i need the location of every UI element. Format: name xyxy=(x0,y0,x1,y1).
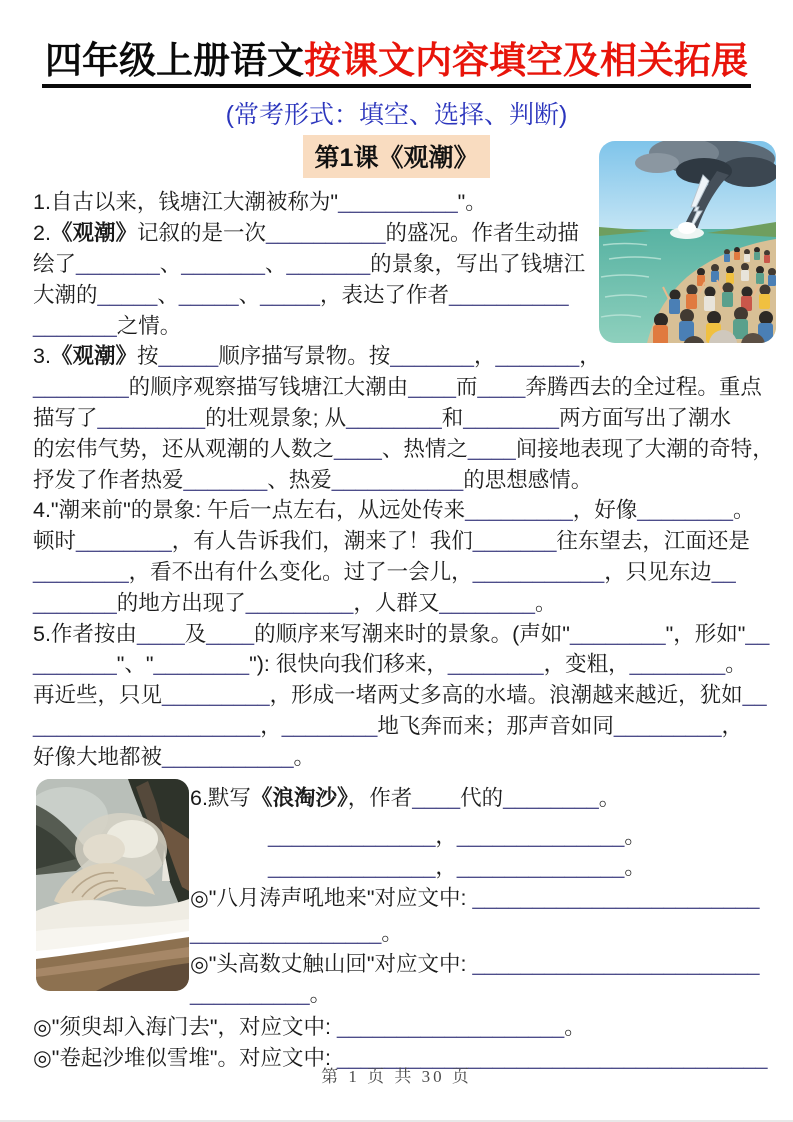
text-run: ， xyxy=(435,824,457,849)
storm-tide-graphic xyxy=(599,141,776,343)
fill-in-blank: _____ xyxy=(158,344,219,369)
fill-in-blank: ___________ xyxy=(331,467,464,492)
fill-in-blank: ________ xyxy=(447,652,544,677)
fill-in-blank: _________ xyxy=(465,498,573,523)
fill-in-blank: ________ xyxy=(346,406,442,431)
text-run: 奔腾西去的全过程。重点 xyxy=(525,375,762,400)
worksheet-line xyxy=(33,341,793,372)
fill-in-blank: ________________ xyxy=(190,920,382,945)
text-run: ，人群又 xyxy=(353,590,440,615)
text-run: 两方面写出了潮水 xyxy=(558,406,731,431)
fill-in-blank: ________ xyxy=(33,560,129,584)
worksheet-line xyxy=(33,680,793,711)
text-run: 。 xyxy=(598,785,621,810)
text-run: "。 xyxy=(457,190,487,215)
lesson-heading: 第1课《观潮》 xyxy=(303,135,491,178)
fill-in-blank: _______ xyxy=(33,590,117,615)
fill-in-blank: ___________________ xyxy=(336,1015,565,1040)
title-grade-part: 四年级上册语文 xyxy=(45,40,304,81)
fill-in-blank: ___________ xyxy=(472,560,605,584)
worksheet-line xyxy=(33,526,793,557)
text-run: 。 xyxy=(725,652,747,677)
text-run: ， xyxy=(473,344,496,369)
fill-in-blank: ______________ xyxy=(268,855,436,880)
text-run: 和 xyxy=(441,406,464,431)
worksheet-line xyxy=(33,588,793,619)
fill-in-blank: __________ xyxy=(265,221,386,246)
fill-in-blank: ________ xyxy=(33,375,129,400)
fill-in-blank: _______ xyxy=(286,252,371,277)
text-run: 。 xyxy=(293,744,316,769)
text-run: 、 xyxy=(157,282,179,307)
text-run: 。 xyxy=(381,920,403,945)
fill-in-blank: __ xyxy=(711,560,736,584)
fill-in-blank: _______ xyxy=(390,344,474,369)
fill-in-blank: ___________________ xyxy=(33,713,261,738)
book-title-text: 《观潮》 xyxy=(50,221,137,246)
text-run: ， xyxy=(260,713,282,738)
worksheet-line xyxy=(33,711,793,742)
text-run: 。 xyxy=(624,855,646,880)
fill-in-blank: ____ xyxy=(408,375,457,400)
fill-in-blank: _______ xyxy=(76,252,160,277)
text-run: ，看不出有什么变化。过了一会儿， xyxy=(128,560,473,584)
text-run: 代的 xyxy=(460,785,504,810)
worksheet-line xyxy=(190,918,793,949)
fill-in-blank: _____ xyxy=(260,282,320,307)
fill-in-blank: _________ xyxy=(162,683,270,708)
tide-watching-crowd-illustration xyxy=(599,141,776,343)
fill-in-blank: _____ xyxy=(178,282,239,307)
text-run: 的景象，写出了钱塘江 xyxy=(370,252,586,277)
text-run: 。 xyxy=(309,982,332,1007)
text-run: 及 xyxy=(184,621,207,646)
worksheet-line xyxy=(33,465,793,496)
text-run: 描写了 xyxy=(33,406,98,431)
fill-in-blank: ______________ xyxy=(456,855,625,880)
fill-in-blank: ______________ xyxy=(268,824,436,849)
fill-in-blank: __ xyxy=(745,621,770,646)
text-run: 大潮的 xyxy=(33,282,98,307)
text-run: 再近些，只见 xyxy=(33,683,163,708)
fill-in-blank: _________ xyxy=(97,406,206,431)
fill-in-blank: ____ xyxy=(467,436,516,461)
fill-in-blank: ________ xyxy=(153,652,250,677)
book-title-text: 《浪淘沙》 xyxy=(250,785,348,810)
text-run: ，形成一堵两丈多高的水墙。浪潮越来越近，犹如 xyxy=(269,683,743,708)
worksheet-line xyxy=(33,434,793,465)
title-topic-part: 按课文内容填空及相关拓展 xyxy=(304,40,748,81)
text-run: 4."潮来前"的景象: 午后一点左右，从远处传来 xyxy=(33,498,466,523)
fill-in-blank: _______ xyxy=(181,252,265,277)
text-run: 的宏伟气势，还从观潮的人数之 xyxy=(33,436,335,461)
fill-in-blank: __ xyxy=(742,683,767,708)
fill-in-blank: ___________ xyxy=(162,744,294,769)
text-run: "、" xyxy=(116,652,154,677)
text-run: 间接地表现了大潮的奇特， xyxy=(515,436,774,461)
fill-in-blank: ________ xyxy=(439,590,536,615)
fill-in-blank: _______ xyxy=(183,467,268,492)
text-run: 的地方出现了 xyxy=(116,590,246,615)
fill-in-blank: ____ xyxy=(412,785,461,810)
text-run: 而 xyxy=(456,375,478,400)
text-run: 的顺序观察描写钱塘江大潮由 xyxy=(128,375,409,400)
text-run: 之情。 xyxy=(116,313,182,338)
text-run: ， xyxy=(579,344,601,369)
fill-in-blank: ________ xyxy=(629,652,726,677)
fill-in-blank: ____ xyxy=(136,621,185,646)
fill-in-blank: _________ xyxy=(613,713,722,738)
fill-in-blank: _______ xyxy=(472,529,557,554)
text-run: ◎"须臾却入海门去"，对应文中: xyxy=(33,1015,337,1040)
fill-in-blank: ________ xyxy=(281,713,378,738)
exam-forms-subtitle: (常考形式：填空、选择、判断) xyxy=(225,101,568,130)
text-run: 的顺序来写潮来时的景象。(声如" xyxy=(254,621,570,646)
text-run: 的思想感情。 xyxy=(463,467,593,492)
fill-in-blank: __________ xyxy=(448,282,569,307)
worksheet-line xyxy=(268,821,793,852)
fill-in-blank: ____ xyxy=(477,375,526,400)
text-run: 。 xyxy=(624,824,646,849)
worksheet-line xyxy=(33,742,793,773)
text-run: ，有人告诉我们，潮来了！我们 xyxy=(171,529,473,554)
worksheet-line xyxy=(33,372,793,403)
text-run: 记叙的是一次 xyxy=(136,221,266,246)
worksheet-line xyxy=(190,783,793,814)
crashing-wave-photo xyxy=(36,779,189,991)
fill-in-blank: __________ xyxy=(338,190,458,215)
text-run: ，好像 xyxy=(572,498,638,523)
text-run: 2. xyxy=(33,221,51,246)
text-run: 按 xyxy=(136,344,159,369)
text-run: ，表达了作者 xyxy=(319,282,449,307)
text-run: ◎"八月涛声吼地来"对应文中: xyxy=(190,885,473,910)
fill-in-blank: _________ xyxy=(245,590,354,615)
text-run: 、 xyxy=(238,282,261,307)
text-run: 、 xyxy=(264,252,287,277)
text-run: 的壮观景象; 从 xyxy=(205,406,347,431)
text-run: ，变粗， xyxy=(543,652,630,677)
text-run: "): 很快向我们移来， xyxy=(249,652,448,677)
text-run: 。 xyxy=(535,590,557,615)
text-run: 、热情之 xyxy=(381,436,468,461)
fill-in-blank: ____ xyxy=(334,436,382,461)
worksheet-line xyxy=(190,949,793,980)
book-title-text: 《观潮》 xyxy=(50,344,137,369)
fill-in-blank: ______________ xyxy=(456,824,625,849)
text-run: ， xyxy=(435,855,457,880)
text-run: 6.默写 xyxy=(190,785,251,810)
worksheet-line xyxy=(190,979,793,1010)
worksheet-line xyxy=(33,495,793,526)
text-run: 往东望去，江面还是 xyxy=(556,529,750,554)
text-run: ，作者 xyxy=(347,785,413,810)
worksheet-line xyxy=(33,649,793,680)
text-run: 。 xyxy=(732,498,755,523)
worksheet-line xyxy=(33,403,793,434)
fill-in-blank: ________ xyxy=(463,406,559,431)
fill-in-blank: _______ xyxy=(33,652,117,677)
fill-in-blank: ____ xyxy=(206,621,255,646)
wave-cliff-graphic xyxy=(36,779,189,991)
text-run: ◎"头高数丈触山回"对应文中: xyxy=(190,951,473,976)
text-run: 、 xyxy=(159,252,182,277)
fill-in-blank: ________ xyxy=(637,498,733,523)
page-title xyxy=(42,40,751,88)
fill-in-blank: ____________________________________ xyxy=(336,1045,768,1070)
fill-in-blank: ________________________ xyxy=(472,951,760,976)
text-run: "，形如" xyxy=(665,621,746,646)
text-run: 好像大地都被 xyxy=(33,744,163,769)
page-number-footer: 第 1 页 共 30 页 xyxy=(321,1067,472,1086)
text-run: 抒发了作者热爱 xyxy=(33,467,184,492)
fill-in-blank: ________ xyxy=(76,529,172,554)
text-run: 、热爱 xyxy=(267,467,332,492)
text-run: 。 xyxy=(564,1015,586,1040)
fill-in-blank: _____ xyxy=(97,282,158,307)
worksheet-line xyxy=(190,883,793,914)
text-run: 的盛况。作者生动描 xyxy=(385,221,580,246)
text-run: 1.自古以来，钱塘江大潮被称为" xyxy=(33,190,339,215)
worksheet-line xyxy=(33,1012,793,1043)
text-run: 地飞奔而来；那声音如同 xyxy=(377,713,614,738)
fill-in-blank: ________ xyxy=(569,621,666,646)
fill-in-blank: ________ xyxy=(503,785,599,810)
fill-in-blank: _______ xyxy=(495,344,580,369)
worksheet-line xyxy=(268,852,793,883)
worksheet-line xyxy=(33,557,793,588)
text-run: 5.作者按由 xyxy=(33,621,137,646)
worksheet-line xyxy=(33,619,793,650)
text-run: 绘了 xyxy=(33,252,77,277)
fill-in-blank: __________ xyxy=(190,982,310,1007)
text-run: 顿时 xyxy=(33,529,77,554)
text-run: 3. xyxy=(33,344,51,369)
text-run: ◎"卷起沙堆似雪堆"。对应文中: xyxy=(33,1045,337,1070)
fill-in-blank: _______ xyxy=(33,313,117,338)
fill-in-blank: ________________________ xyxy=(472,885,760,910)
text-run: ，只见东边 xyxy=(604,560,712,584)
text-run: 顺序描写景物。按 xyxy=(218,344,391,369)
text-run: ， xyxy=(721,713,744,738)
